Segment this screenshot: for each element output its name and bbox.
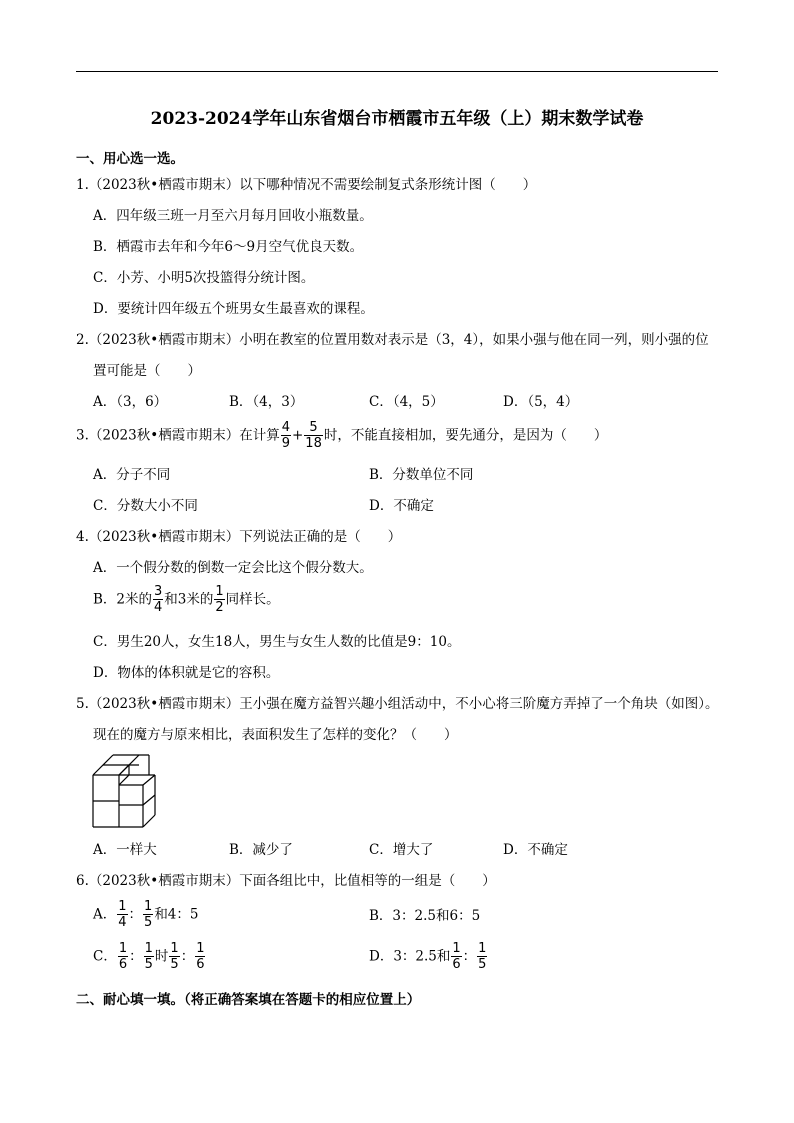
q6-d-fraction-1: $\frac{1}{6}$ <box>452 941 461 972</box>
q4-option-c: C．男生20人，女生18人，男生与女生人数的比值是9：10。 <box>93 634 461 650</box>
q4-option-a: A．一个假分数的倒数一定会比这个假分数大。 <box>93 560 373 576</box>
q6-c-fraction-3: $\frac{1}{5}$ <box>170 941 179 972</box>
q5-stem-line2: 现在的魔方与原来相比，表面积发生了怎样的变化？（ ） <box>93 727 458 743</box>
q3-plus: + <box>291 427 304 444</box>
rubiks-cube-figure <box>92 754 166 828</box>
q6-stem: 6.（2023秋•栖霞市期末）下面各组比中，比值相等的一组是（ ） <box>76 873 496 889</box>
q6-option-a: A． $\frac{1}{4}$ ： $\frac{1}{5}$ 和4：5 <box>93 899 199 930</box>
q5-option-d: D．不确定 <box>503 842 568 858</box>
q2-stem-line1: 2.（2023秋•栖霞市期末）小明在教室的位置用数对表示是（3，4），如果小强与他在同一列，则小强的位 <box>76 332 709 348</box>
q2-stem-line2: 置可能是（ ） <box>93 363 201 379</box>
q1-option-b: B．栖霞市去年和今年6～9月空气优良天数。 <box>93 239 364 255</box>
q1-stem: 1.（2023秋•栖霞市期末）以下哪种情况不需要绘制复式条形统计图（ ） <box>76 177 537 193</box>
section-1-heading: 一、用心选一选。 <box>76 151 184 167</box>
q3-fraction-2: $\frac{5}{18}$ <box>305 420 322 451</box>
q3-stem-pre: 3.（2023秋•栖霞市期末）在计算 <box>76 427 280 444</box>
q4-b-fraction-2: $\frac{1}{2}$ <box>215 584 224 615</box>
q2-option-c: C．（4，5） <box>369 394 444 410</box>
q3-option-c: C．分数大小不同 <box>93 498 198 514</box>
q6-option-c: C． $\frac{1}{6}$ ： $\frac{1}{5}$ 时 $\frac{1}{5}$ ： $\frac{1}{6}$ <box>93 941 205 972</box>
q5-stem-line1: 5.（2023秋•栖霞市期末）王小强在魔方益智兴趣小组活动中，不小心将三阶魔方弄掉了一个角块（如图）。 <box>76 696 719 712</box>
q2-option-d: D．（5，4） <box>503 394 579 410</box>
q1-option-d: D．要统计四年级五个班男女生最喜欢的课程。 <box>93 301 374 317</box>
q6-option-d: D．3：2.5和 $\frac{1}{6}$ ： $\frac{1}{5}$ <box>369 941 487 972</box>
q4-b-fraction-1: $\frac{3}{4}$ <box>154 584 163 615</box>
section-2-heading: 二、耐心填一填。（将正确答案填在答题卡的相应位置上） <box>76 992 421 1008</box>
q6-a-fraction-2: $\frac{1}{5}$ <box>144 899 153 930</box>
q1-option-a: A．四年级三班一月至六月每月回收小瓶数量。 <box>93 208 373 224</box>
q1-option-c: C．小芳、小明5次投篮得分统计图。 <box>93 270 315 286</box>
q4-stem: 4.（2023秋•栖霞市期末）下列说法正确的是（ ） <box>76 529 402 545</box>
q6-a-fraction-1: $\frac{1}{4}$ <box>118 899 127 930</box>
q6-c-fraction-4: $\frac{1}{6}$ <box>196 941 205 972</box>
q5-option-a: A．一样大 <box>93 842 157 858</box>
q3-stem <box>76 421 607 450</box>
q2-option-b: B．（4，3） <box>229 394 304 410</box>
q6-c-fraction-1: $\frac{1}{6}$ <box>118 941 128 972</box>
q3-option-b: B．分数单位不同 <box>369 467 474 483</box>
q3-option-a: A．分子不同 <box>93 467 171 483</box>
q3-fraction-1: $\frac{4}{9}$ <box>281 420 290 451</box>
q5-option-c: C．增大了 <box>369 842 434 858</box>
q6-option-b: B．3：2.5和6：5 <box>369 908 481 924</box>
q5-option-b: B．减少了 <box>229 842 293 858</box>
header-rule <box>76 71 718 72</box>
page-title: 2023-2024学年山东省烟台市栖霞市五年级（上）期末数学试卷 <box>150 109 644 129</box>
q3-option-d: D．不确定 <box>369 498 434 514</box>
q4-option-b: B．2米的 $\frac{3}{4}$ 和3米的 $\frac{1}{2}$ 同样长。 <box>93 584 280 615</box>
q2-option-a: A．（3，6） <box>93 394 168 410</box>
q4-option-d: D．物体的体积就是它的容积。 <box>93 665 280 681</box>
q3-stem-post: 时，不能直接相加，要先通分，是因为（ ） <box>323 427 608 444</box>
q6-c-fraction-2: $\frac{1}{5}$ <box>144 941 153 972</box>
q6-d-fraction-2: $\frac{1}{5}$ <box>478 941 487 972</box>
